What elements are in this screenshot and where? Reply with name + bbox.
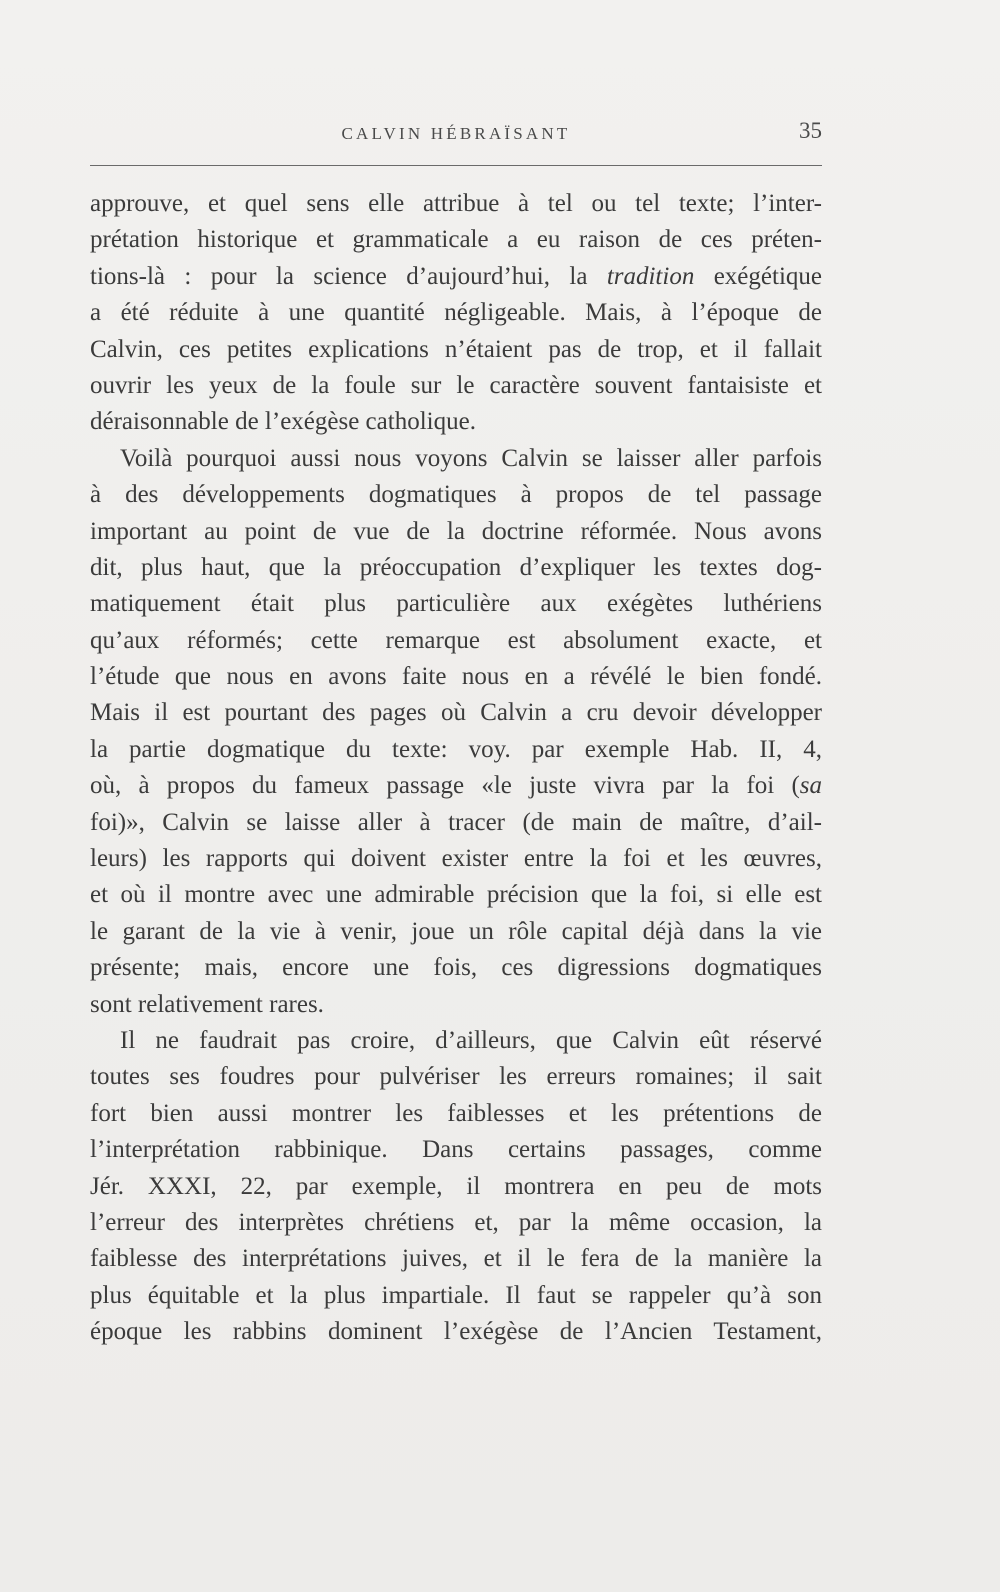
- text-line: [90, 586, 822, 622]
- line-text: tions-là : pour la science d’aujourd’hui, la: [90, 262, 607, 290]
- italic-text: tradition: [606, 262, 695, 290]
- text-line: [90, 441, 822, 477]
- running-head: [90, 118, 822, 154]
- line-text: toutes ses foudres pour pulvériser les erreurs romaines; il sait: [90, 1063, 822, 1091]
- text-line: [90, 1205, 822, 1241]
- text-line: [90, 805, 822, 841]
- text-line: [90, 1023, 822, 1059]
- line-text: sont relativement rares.: [90, 990, 324, 1018]
- line-text: Voilà pourquoi aussi nous voyons Calvin se laisser aller parfois: [120, 444, 822, 472]
- line-text: approuve, et quel sens elle attribue à tel ou tel texte; l’inter-: [90, 190, 822, 217]
- text-line: [90, 623, 822, 659]
- line-text: l’interprétation rabbinique. Dans certains passages, comme: [90, 1136, 822, 1164]
- line-text: à des développements dogmatiques à propos de tel passage: [90, 481, 822, 509]
- text-line: [90, 987, 822, 1023]
- text-line: [90, 514, 822, 550]
- line-text: a été réduite à une quantité négligeable. Mais, à l’époque de: [90, 299, 822, 327]
- text-line: [90, 1241, 822, 1277]
- text-line: [90, 259, 822, 295]
- line-text: ouvrir les yeux de la foule sur le caractère souvent fantaisiste et: [90, 371, 822, 399]
- line-text: l’étude que nous en avons faite nous en a révélé le bien fondé.: [90, 663, 822, 691]
- line-text: l’erreur des interprètes chrétiens et, par la même occasion, la: [90, 1208, 822, 1236]
- line-text: leurs) les rapports qui doivent exister entre la foi et les œuvres,: [90, 845, 822, 873]
- line-text: matiquement était plus particulière aux exégètes luthériens: [90, 590, 822, 618]
- text-line: [90, 1169, 822, 1205]
- text-line: [90, 186, 822, 222]
- running-title: CALVIN HÉBRAÏSANT: [341, 124, 571, 143]
- italic-text: sa: [799, 772, 822, 800]
- text-line: [90, 950, 822, 986]
- text-line: [90, 1278, 822, 1314]
- text-line: [90, 841, 822, 877]
- line-text: présente; mais, encore une fois, ces digressions dogmatiques: [90, 954, 822, 982]
- line-text: Calvin, ces petites explications n’étaient pas de trop, et il fallait: [90, 335, 822, 363]
- text-line: [90, 550, 822, 586]
- text-line: [90, 368, 822, 404]
- body-text: [90, 186, 822, 1351]
- text-line: [90, 477, 822, 513]
- line-text: la partie dogmatique du texte: voy. par exemple Hab. II, 4,: [90, 735, 822, 763]
- text-line: [90, 695, 822, 731]
- text-line: [90, 732, 822, 768]
- line-text: foi)», Calvin se laisse aller à tracer (de main de maître, d’ail-: [90, 808, 822, 836]
- text-line: [90, 1096, 822, 1132]
- text-line: [90, 332, 822, 368]
- line-text: dit, plus haut, que la préoccupation d’expliquer les textes dog-: [90, 553, 822, 581]
- line-text: fort bien aussi montrer les faiblesses et les prétentions de: [90, 1099, 822, 1127]
- line-text: époque les rabbins dominent l’exégèse de l’Ancien Testament,: [90, 1318, 822, 1346]
- text-line: [90, 1059, 822, 1095]
- text-line: [90, 768, 822, 804]
- line-text: et où il montre avec une admirable précision que la foi, si elle est: [90, 881, 822, 909]
- line-text: prétation historique et grammaticale a eu raison de ces préten-: [90, 226, 822, 254]
- line-text: important au point de vue de la doctrine réformée. Nous avons: [90, 517, 822, 545]
- line-text: où, à propos du fameux passage «le juste vivra par la foi (: [90, 772, 800, 800]
- page-number: 35: [799, 118, 822, 143]
- line-text: plus équitable et la plus impartiale. Il faut se rappeler qu’à son: [90, 1281, 822, 1309]
- line-text: Il ne faudrait pas croire, d’ailleurs, que Calvin eût réservé: [120, 1026, 822, 1054]
- text-line: [90, 914, 822, 950]
- text-line: [90, 404, 822, 440]
- line-text: qu’aux réformés; cette remarque est absolument exacte, et: [90, 626, 822, 654]
- text-line: [90, 877, 822, 913]
- text-line: [90, 295, 822, 331]
- line-text: exégétique: [694, 262, 822, 290]
- line-text: Mais il est pourtant des pages où Calvin a cru devoir développer: [90, 699, 822, 727]
- text-line: [90, 222, 822, 258]
- text-line: [90, 659, 822, 695]
- line-text: faiblesse des interprétations juives, et il le fera de la manière la: [90, 1245, 822, 1273]
- line-text: le garant de la vie à venir, joue un rôle capital déjà dans la vie: [90, 917, 822, 945]
- line-text: Jér. XXXI, 22, par exemple, il montrera en peu de mots: [90, 1172, 822, 1200]
- text-line: [90, 1132, 822, 1168]
- line-text: déraisonnable de l’exégèse catholique.: [90, 408, 476, 436]
- header-rule: [90, 165, 822, 166]
- text-line: [90, 1314, 822, 1350]
